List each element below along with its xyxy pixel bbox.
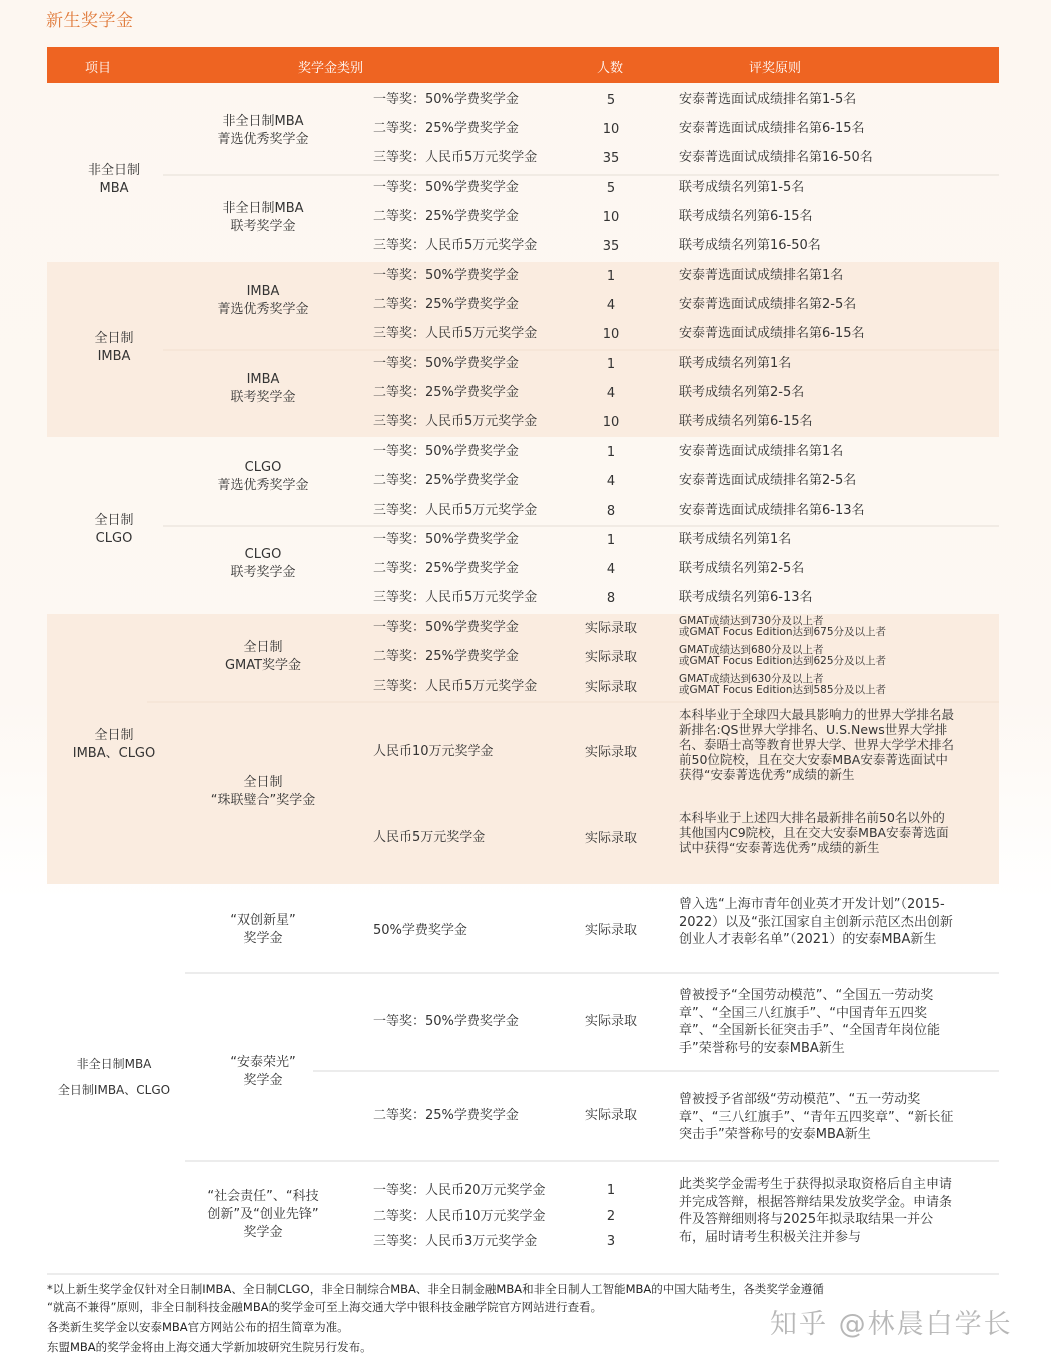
- award: 二等奖：25%学费奖学金: [373, 121, 519, 136]
- watermark: 知乎 @林晨白学长: [770, 1309, 1013, 1340]
- table-header: [47, 47, 999, 83]
- project-label: 非全日制 MBA: [87, 163, 140, 196]
- page-title: 新生奖学金: [46, 11, 134, 31]
- count: 实际录取: [584, 745, 637, 760]
- divider: [185, 972, 999, 974]
- category-label: 全日制 GMAT奖学金: [224, 640, 302, 673]
- award: 二等奖：25%学费奖学金: [373, 297, 519, 312]
- award: 一等奖：50%学费奖学金: [373, 92, 519, 107]
- award: 人民币10万元奖学金: [373, 744, 494, 759]
- count: 1: [606, 1183, 616, 1198]
- award: 二等奖：25%学费奖学金: [373, 561, 519, 576]
- group-full-time-imba: [47, 262, 999, 437]
- criteria: 安泰菁选面试成绩排名第2-5名: [679, 473, 857, 488]
- criteria: 联考成绩名列第1-5名: [679, 180, 805, 195]
- criteria: 安泰菁选面试成绩排名第1-5名: [679, 92, 857, 107]
- category-label: 非全日制MBA 菁选优秀奖学金: [217, 114, 309, 147]
- criteria: 联考成绩名列第2-5名: [679, 561, 805, 576]
- criteria: 联考成绩名列第1名: [679, 532, 792, 547]
- criteria: 曾入选“上海市青年创业英才开发计划”（2015-2022）以及“张江国家自主创新示范区杰出创新创业人才表彰名单”（2021）的安泰MBA新生: [679, 897, 953, 947]
- count: 10: [602, 415, 620, 430]
- count: 2: [606, 1209, 616, 1224]
- header-category: 奖学金类别: [298, 61, 364, 76]
- award: 三等奖：人民币5万元奖学金: [373, 150, 538, 165]
- criteria: 此类奖学金需考生于获得拟录取资格后自主申请并完成答辩，根据答辩结果发放奖学金。申请条件及答辩细则将与2025年拟录取结果一并公布，届时请考生积极关注并参与: [679, 1177, 953, 1245]
- award: 人民币5万元奖学金: [373, 830, 486, 845]
- group-special-scholarships: [47, 886, 999, 1276]
- award: 一等奖：50%学费奖学金: [373, 180, 519, 195]
- count: 35: [602, 151, 620, 166]
- criteria: 联考成绩名列第2-5名: [679, 385, 805, 400]
- divider: [163, 349, 999, 351]
- award: 三等奖：人民币5万元奖学金: [373, 326, 538, 341]
- count: 实际录取: [584, 923, 637, 938]
- project-label: 全日制 IMBA、CLGO: [72, 728, 156, 761]
- count: 1: [606, 357, 616, 372]
- count: 8: [606, 504, 616, 519]
- count: 10: [602, 327, 620, 342]
- header-project: 项目: [85, 61, 112, 76]
- award: 三等奖：人民币5万元奖学金: [373, 414, 538, 429]
- count: 8: [606, 591, 616, 606]
- award: 一等奖：50%学费奖学金: [373, 444, 519, 459]
- criteria: 安泰菁选面试成绩排名第2-5名: [679, 297, 857, 312]
- count: 1: [606, 269, 616, 284]
- group-part-time-mba: [47, 86, 999, 261]
- award: 二等奖：25%学费奖学金: [373, 209, 519, 224]
- category-label: “安泰荣光” 奖学金: [230, 1055, 296, 1088]
- divider: [313, 1070, 999, 1072]
- award: 一等奖：50%学费奖学金: [373, 356, 519, 371]
- project-label: 全日制 CLGO: [94, 513, 134, 546]
- count: 5: [606, 181, 616, 196]
- divider: [147, 701, 999, 703]
- award: 二等奖：25%学费奖学金: [373, 1108, 519, 1123]
- count: 实际录取: [584, 1108, 637, 1123]
- count: 实际录取: [584, 1014, 637, 1029]
- criteria: 安泰菁选面试成绩排名第6-13名: [679, 503, 865, 518]
- header-criteria: 评奖原则: [749, 61, 802, 76]
- category-label: “双创新星” 奖学金: [230, 913, 296, 946]
- award: 三等奖：人民币5万元奖学金: [373, 503, 538, 518]
- count: 4: [606, 562, 616, 577]
- criteria: 本科毕业于上述四大排名最新排名前50名以外的其他国内C9院校，且在交大安泰MBA安泰菁选面试中获得“安泰菁选优秀”成绩的新生: [679, 810, 949, 855]
- criteria: 联考成绩名列第6-15名: [679, 209, 813, 224]
- count: 1: [606, 445, 616, 460]
- criteria: 安泰菁选面试成绩排名第1名: [679, 268, 844, 283]
- award: 二等奖：人民币10万元奖学金: [373, 1209, 546, 1224]
- award: 三等奖：人民币5万元奖学金: [373, 590, 538, 605]
- criteria: 本科毕业于全球四大最具影响力的世界大学排名最新排名:QS世界大学排名、U.S.News世界大学排名、泰晤士高等教育世界大学、世界大学学术排名前50位院校，且在交大安泰MBA安泰菁选面试中获得“安泰菁选优秀”成绩的新生: [679, 707, 955, 782]
- award: 一等奖：人民币20万元奖学金: [373, 1183, 546, 1198]
- criteria: 安泰菁选面试成绩排名第6-15名: [679, 121, 865, 136]
- project-label: 非全日制MBA 全日制IMBA、CLGO: [57, 1057, 171, 1097]
- category-label: 非全日制MBA 联考奖学金: [222, 201, 304, 234]
- divider: [47, 1273, 999, 1275]
- footnote: 东盟MBA的奖学金将由上海交通大学新加坡研究生院另行发布。: [47, 1340, 372, 1354]
- count: 实际录取: [584, 831, 637, 846]
- category-label: “社会责任”、“科技 创新”及“创业先锋” 奖学金: [207, 1189, 319, 1240]
- award: 三等奖：人民币5万元奖学金: [373, 679, 538, 694]
- count: 实际录取: [584, 621, 637, 636]
- count: 4: [606, 386, 616, 401]
- footnote: *以上新生奖学金仅针对全日制IMBA、全日制CLGO，非全日制综合MBA、非全日制金融MBA和非全日制人工智能MBA的中国大陆考生，各类奖学金遵循: [47, 1282, 824, 1296]
- count: 实际录取: [584, 650, 637, 665]
- award: 二等奖：25%学费奖学金: [373, 385, 519, 400]
- award: 二等奖：25%学费奖学金: [373, 473, 519, 488]
- criteria: 联考成绩名列第16-50名: [679, 238, 821, 253]
- criteria: GMAT成绩达到730分及以上者 或GMAT Focus Edition达到675分及以上者: [679, 615, 887, 638]
- award: 一等奖：50%学费奖学金: [373, 532, 519, 547]
- criteria: 联考成绩名列第6-13名: [679, 590, 813, 605]
- criteria: 曾被授予“全国劳动模范”、“全国五一劳动奖章”、“全国三八红旗手”、“中国青年五四奖章”、“全国新长征突击手”、“全国青年岗位能手”荣誉称号的安泰MBA新生: [679, 988, 940, 1056]
- count: 5: [606, 93, 616, 108]
- award: 三等奖：人民币3万元奖学金: [373, 1234, 538, 1249]
- category-label: IMBA 菁选优秀奖学金: [217, 284, 309, 317]
- divider: [163, 525, 999, 527]
- award: 三等奖：人民币5万元奖学金: [373, 238, 538, 253]
- criteria: 安泰菁选面试成绩排名第16-50名: [679, 150, 873, 165]
- criteria: 联考成绩名列第6-15名: [679, 414, 813, 429]
- award: 二等奖：25%学费奖学金: [373, 649, 519, 664]
- category-label: CLGO 菁选优秀奖学金: [217, 460, 309, 493]
- count: 4: [606, 474, 616, 489]
- group-full-time-clgo: [47, 438, 999, 613]
- award: 一等奖：50%学费奖学金: [373, 268, 519, 283]
- category-label: CLGO 联考奖学金: [230, 547, 296, 580]
- group-full-time-imba-clgo: [47, 614, 999, 884]
- divider: [163, 174, 999, 176]
- count: 1: [606, 533, 616, 548]
- award: 一等奖：50%学费奖学金: [373, 620, 519, 635]
- count: 10: [602, 210, 620, 225]
- criteria: GMAT成绩达到680分及以上者 或GMAT Focus Edition达到625分及以上者: [679, 644, 887, 667]
- header-count: 人数: [597, 61, 624, 76]
- count: 10: [602, 122, 620, 137]
- award: 50%学费奖学金: [373, 923, 467, 938]
- criteria: 曾被授予省部级“劳动模范”、“五一劳动奖章”、“三八红旗手”、“青年五四奖章”、“新长征突击手”荣誉称号的安泰MBA新生: [679, 1092, 954, 1142]
- footnote: 各类新生奖学金以安泰MBA官方网站公布的招生简章为准。: [47, 1320, 349, 1334]
- footnote: “就高不兼得”原则，非全日制科技金融MBA的奖学金可至上海交通大学中银科技金融学院官方网站进行查看。: [47, 1300, 603, 1314]
- divider: [185, 1160, 999, 1162]
- criteria: 联考成绩名列第1名: [679, 356, 792, 371]
- count: 3: [606, 1234, 616, 1249]
- criteria: 安泰菁选面试成绩排名第6-15名: [679, 326, 865, 341]
- project-label: 全日制 IMBA: [94, 331, 134, 364]
- count: 实际录取: [584, 680, 637, 695]
- category-label: 全日制 “珠联璧合”奖学金: [210, 775, 316, 808]
- criteria: 安泰菁选面试成绩排名第1名: [679, 444, 844, 459]
- category-label: IMBA 联考奖学金: [230, 372, 296, 405]
- count: 4: [606, 298, 616, 313]
- award: 一等奖：50%学费奖学金: [373, 1014, 519, 1029]
- count: 35: [602, 239, 620, 254]
- criteria: GMAT成绩达到630分及以上者 或GMAT Focus Edition达到585分及以上者: [679, 673, 887, 696]
